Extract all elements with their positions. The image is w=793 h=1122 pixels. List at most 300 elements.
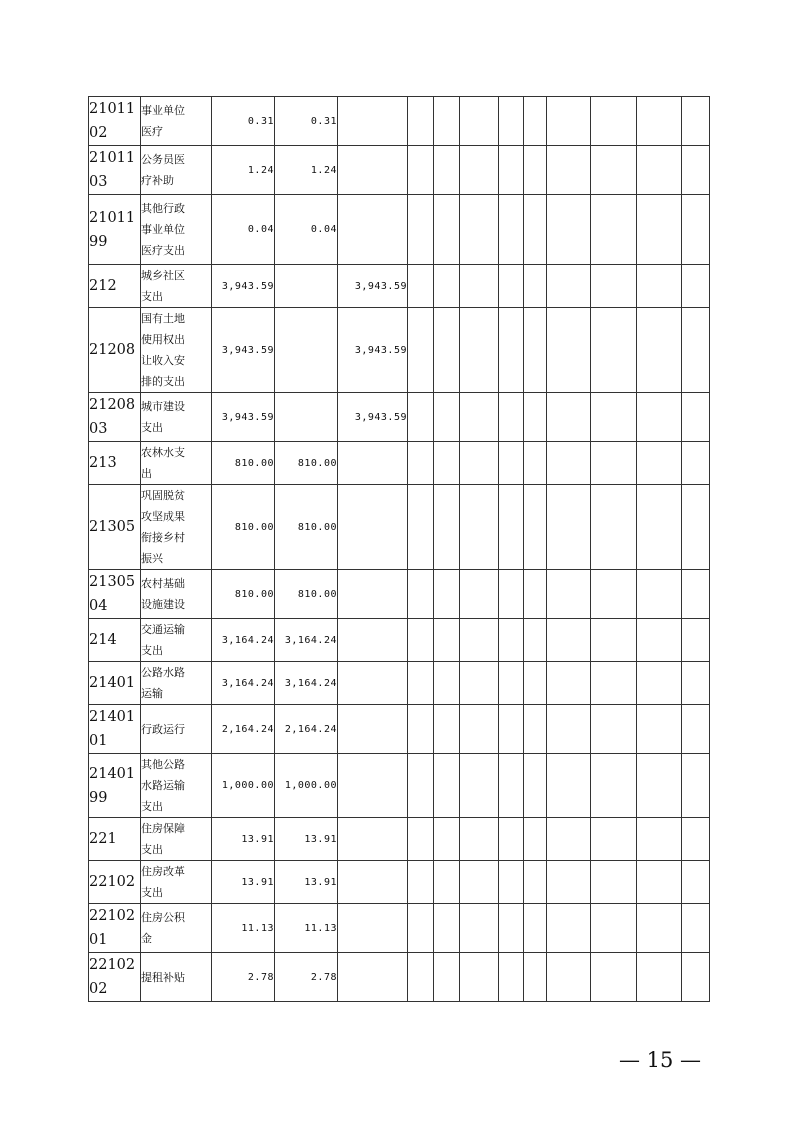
account-name-line: 支出 [141,421,163,434]
account-code-line: 02 [89,981,108,997]
empty-cell [434,265,460,308]
empty-cell [434,195,460,265]
project-amount-cell [338,442,408,485]
empty-cell [434,662,460,705]
empty-cell [682,619,710,662]
empty-cell [499,195,524,265]
total-amount-cell: 3,943.59 [212,393,275,442]
empty-cell [499,442,524,485]
empty-cell [434,904,460,953]
account-code-line: 21305 [89,519,136,535]
project-amount-cell [338,754,408,818]
empty-cell [682,953,710,1002]
table-row [89,485,710,570]
empty-cell [524,953,547,1002]
empty-cell [591,754,637,818]
account-code-line: 99 [89,789,108,806]
account-code-cell [89,861,141,904]
total-amount-cell: 2,164.24 [212,705,275,754]
table-row [89,953,710,1002]
empty-cell [434,818,460,861]
basic-amount-cell: 3,164.24 [275,619,338,662]
empty-cell [547,953,591,1002]
empty-cell [524,485,547,570]
empty-cell [408,619,434,662]
basic-amount-cell [275,393,338,442]
empty-cell [682,393,710,442]
empty-cell [637,818,682,861]
table-row [89,265,710,308]
empty-cell [499,485,524,570]
account-code-cell [89,146,141,195]
basic-amount-cell: 2,164.24 [275,705,338,754]
account-name-cell [141,570,212,619]
account-name-line: 城市建设 [141,400,185,413]
empty-cell [460,442,499,485]
empty-cell [547,570,591,619]
account-code-cell [89,754,141,818]
empty-cell [499,619,524,662]
empty-cell [524,393,547,442]
account-code-line: 21011 [89,209,136,226]
account-code-line: 214 [89,632,117,648]
basic-amount-cell: 13.91 [275,818,338,861]
total-amount-cell: 11.13 [212,904,275,953]
empty-cell [408,308,434,393]
account-name-line: 出 [141,467,152,480]
empty-cell [434,485,460,570]
empty-cell [524,861,547,904]
empty-cell [460,485,499,570]
account-name-line: 公路水路 [141,666,185,679]
empty-cell [460,953,499,1002]
empty-cell [524,146,547,195]
project-amount-cell [338,195,408,265]
table-row [89,861,710,904]
empty-cell [499,146,524,195]
account-name-cell [141,485,212,570]
basic-amount-cell [275,265,338,308]
empty-cell [499,904,524,953]
empty-cell [637,619,682,662]
account-name-line: 公务员医 [141,153,185,166]
empty-cell [637,442,682,485]
account-code-line: 21208 [89,342,136,358]
project-amount-cell [338,818,408,861]
empty-cell [434,97,460,146]
empty-cell [408,442,434,485]
empty-cell [434,705,460,754]
project-amount-cell [338,485,408,570]
account-name-line: 农村基础 [141,577,185,590]
empty-cell [547,904,591,953]
table-row [89,97,710,146]
account-name-cell [141,904,212,953]
total-amount-cell: 0.04 [212,195,275,265]
empty-cell [499,570,524,619]
account-name-line: 疗补助 [141,174,174,187]
empty-cell [637,904,682,953]
empty-cell [408,754,434,818]
table-row [89,570,710,619]
basic-amount-cell: 810.00 [275,485,338,570]
account-code-cell [89,265,141,308]
account-name-line: 攻坚成果 [141,510,185,523]
empty-cell [637,953,682,1002]
account-name-line: 振兴 [141,552,163,565]
account-code-cell [89,485,141,570]
basic-amount-cell: 13.91 [275,861,338,904]
project-amount-cell [338,146,408,195]
project-amount-cell [338,904,408,953]
empty-cell [460,97,499,146]
empty-cell [499,953,524,1002]
account-code-line: 21011 [89,150,136,166]
empty-cell [499,97,524,146]
basic-amount-cell: 1,000.00 [275,754,338,818]
account-name-cell [141,662,212,705]
total-amount-cell: 3,164.24 [212,619,275,662]
account-name-line: 设施建设 [141,598,185,611]
empty-cell [682,97,710,146]
account-code-line: 212 [89,278,117,294]
project-amount-cell [338,619,408,662]
account-code-line: 99 [89,233,108,250]
account-name-line: 其他公路 [141,758,185,771]
account-code-line: 21401 [89,765,136,782]
empty-cell [408,195,434,265]
table-row [89,619,710,662]
table-row [89,393,710,442]
project-amount-cell [338,97,408,146]
account-code-cell [89,904,141,953]
empty-cell [408,393,434,442]
table-row [89,705,710,754]
account-code-cell [89,97,141,146]
empty-cell [524,904,547,953]
account-code-line: 213 [89,455,117,471]
account-name-line: 住房改革 [141,865,185,878]
table-row [89,904,710,953]
empty-cell [460,393,499,442]
empty-cell [460,570,499,619]
empty-cell [524,442,547,485]
empty-cell [460,265,499,308]
account-code-cell [89,619,141,662]
empty-cell [682,904,710,953]
empty-cell [460,705,499,754]
empty-cell [547,308,591,393]
empty-cell [524,265,547,308]
total-amount-cell: 3,164.24 [212,662,275,705]
account-code-cell [89,393,141,442]
empty-cell [460,861,499,904]
table-row [89,754,710,818]
empty-cell [637,861,682,904]
total-amount-cell: 13.91 [212,818,275,861]
account-name-line: 巩固脱贫 [141,489,185,502]
account-code-line: 21305 [89,574,136,590]
empty-cell [591,818,637,861]
empty-cell [591,393,637,442]
empty-cell [524,570,547,619]
empty-cell [591,662,637,705]
empty-cell [460,818,499,861]
empty-cell [460,195,499,265]
empty-cell [637,308,682,393]
account-code-line: 21208 [89,397,136,413]
empty-cell [434,393,460,442]
total-amount-cell: 1.24 [212,146,275,195]
account-name-line: 支出 [141,843,163,856]
table-row [89,195,710,265]
account-name-line: 支出 [141,644,163,657]
empty-cell [591,308,637,393]
empty-cell [637,97,682,146]
project-amount-cell: 3,943.59 [338,393,408,442]
empty-cell [524,754,547,818]
project-amount-cell [338,705,408,754]
empty-cell [591,861,637,904]
empty-cell [434,754,460,818]
basic-amount-cell: 810.00 [275,442,338,485]
account-name-line: 事业单位 [141,104,185,117]
account-code-cell [89,662,141,705]
total-amount-cell: 1,000.00 [212,754,275,818]
empty-cell [547,705,591,754]
empty-cell [591,442,637,485]
table-row [89,146,710,195]
empty-cell [591,195,637,265]
empty-cell [637,265,682,308]
account-name-cell [141,861,212,904]
basic-amount-cell: 3,164.24 [275,662,338,705]
empty-cell [499,818,524,861]
empty-cell [547,393,591,442]
empty-cell [547,861,591,904]
account-name-line: 支出 [141,800,163,813]
project-amount-cell [338,662,408,705]
project-amount-cell [338,861,408,904]
project-amount-cell [338,953,408,1002]
empty-cell [434,308,460,393]
empty-cell [524,195,547,265]
empty-cell [434,953,460,1002]
empty-cell [434,570,460,619]
empty-cell [524,619,547,662]
empty-cell [637,393,682,442]
empty-cell [682,485,710,570]
empty-cell [460,662,499,705]
empty-cell [682,308,710,393]
empty-cell [547,97,591,146]
empty-cell [499,705,524,754]
empty-cell [547,265,591,308]
account-code-cell [89,705,141,754]
empty-cell [637,195,682,265]
empty-cell [524,308,547,393]
empty-cell [499,662,524,705]
account-name-cell [141,308,212,393]
account-name-line: 医疗 [141,125,163,138]
project-amount-cell [338,570,408,619]
account-code-line: 03 [89,174,108,190]
empty-cell [591,97,637,146]
account-name-cell [141,97,212,146]
table-row [89,662,710,705]
account-code-line: 22102 [89,874,136,890]
empty-cell [460,904,499,953]
account-code-line: 01 [89,932,108,948]
empty-cell [547,146,591,195]
basic-amount-cell: 1.24 [275,146,338,195]
account-name-line: 衔接乡村 [141,531,185,544]
account-name-line: 运输 [141,687,163,700]
total-amount-cell: 810.00 [212,442,275,485]
empty-cell [637,146,682,195]
project-amount-cell: 3,943.59 [338,265,408,308]
account-code-line: 22102 [89,908,136,924]
total-amount-cell: 0.31 [212,97,275,146]
empty-cell [460,308,499,393]
account-name-line: 医疗支出 [141,244,185,257]
table-row [89,818,710,861]
empty-cell [408,904,434,953]
account-code-line: 21401 [89,675,136,691]
basic-amount-cell: 2.78 [275,953,338,1002]
empty-cell [408,146,434,195]
account-name-line: 使用权出 [141,333,185,346]
empty-cell [547,754,591,818]
account-name-line: 交通运输 [141,623,185,636]
account-name-line: 住房公积 [141,911,185,924]
empty-cell [591,570,637,619]
empty-cell [591,146,637,195]
basic-amount-cell: 11.13 [275,904,338,953]
empty-cell [591,904,637,953]
account-name-line: 金 [141,932,152,945]
empty-cell [547,818,591,861]
empty-cell [434,861,460,904]
account-code-cell [89,442,141,485]
account-name-line: 行政运行 [141,722,185,736]
empty-cell [682,861,710,904]
account-code-cell [89,195,141,265]
empty-cell [637,570,682,619]
account-name-cell [141,393,212,442]
empty-cell [547,442,591,485]
total-amount-cell: 3,943.59 [212,265,275,308]
empty-cell [591,953,637,1002]
empty-cell [460,146,499,195]
empty-cell [499,265,524,308]
empty-cell [408,265,434,308]
account-name-line: 排的支出 [141,375,185,388]
empty-cell [682,195,710,265]
account-code-cell [89,308,141,393]
empty-cell [499,861,524,904]
basic-amount-cell: 0.04 [275,195,338,265]
account-code-line: 01 [89,733,108,749]
account-name-line: 农林水支 [141,446,185,459]
total-amount-cell: 3,943.59 [212,308,275,393]
basic-amount-cell [275,308,338,393]
table-body [89,97,710,1002]
empty-cell [408,705,434,754]
empty-cell [408,97,434,146]
project-amount-cell: 3,943.59 [338,308,408,393]
empty-cell [408,861,434,904]
basic-amount-cell: 810.00 [275,570,338,619]
account-code-line: 21011 [89,101,136,117]
account-name-line: 支出 [141,290,163,303]
table-row [89,442,710,485]
empty-cell [682,818,710,861]
empty-cell [460,754,499,818]
empty-cell [682,265,710,308]
empty-cell [547,485,591,570]
account-name-cell [141,818,212,861]
account-code-line: 02 [89,125,108,141]
account-code-line: 04 [89,598,108,614]
account-name-cell [141,619,212,662]
empty-cell [637,662,682,705]
account-name-line: 城乡社区 [141,269,185,282]
empty-cell [524,662,547,705]
account-name-cell [141,754,212,818]
account-name-line: 让收入安 [141,354,185,367]
empty-cell [547,619,591,662]
empty-cell [460,619,499,662]
empty-cell [524,818,547,861]
empty-cell [408,818,434,861]
empty-cell [682,705,710,754]
account-name-cell [141,442,212,485]
empty-cell [524,705,547,754]
table-row [89,308,710,393]
account-code-line: 03 [89,421,108,437]
empty-cell [591,619,637,662]
empty-cell [637,754,682,818]
empty-cell [682,754,710,818]
total-amount-cell: 810.00 [212,570,275,619]
empty-cell [682,146,710,195]
account-name-line: 支出 [141,886,163,899]
empty-cell [408,485,434,570]
account-code-line: 221 [89,831,117,847]
empty-cell [408,953,434,1002]
budget-table [88,96,710,1002]
account-code-line: 22102 [89,957,136,973]
account-name-cell [141,265,212,308]
empty-cell [524,97,547,146]
account-code-cell [89,953,141,1002]
basic-amount-cell: 0.31 [275,97,338,146]
account-name-cell [141,195,212,265]
account-name-line: 提租补贴 [141,970,185,984]
empty-cell [547,662,591,705]
empty-cell [499,308,524,393]
account-name-cell [141,705,212,754]
empty-cell [547,195,591,265]
empty-cell [682,442,710,485]
empty-cell [637,705,682,754]
empty-cell [682,570,710,619]
empty-cell [434,619,460,662]
account-name-cell [141,146,212,195]
empty-cell [637,485,682,570]
total-amount-cell: 2.78 [212,953,275,1002]
